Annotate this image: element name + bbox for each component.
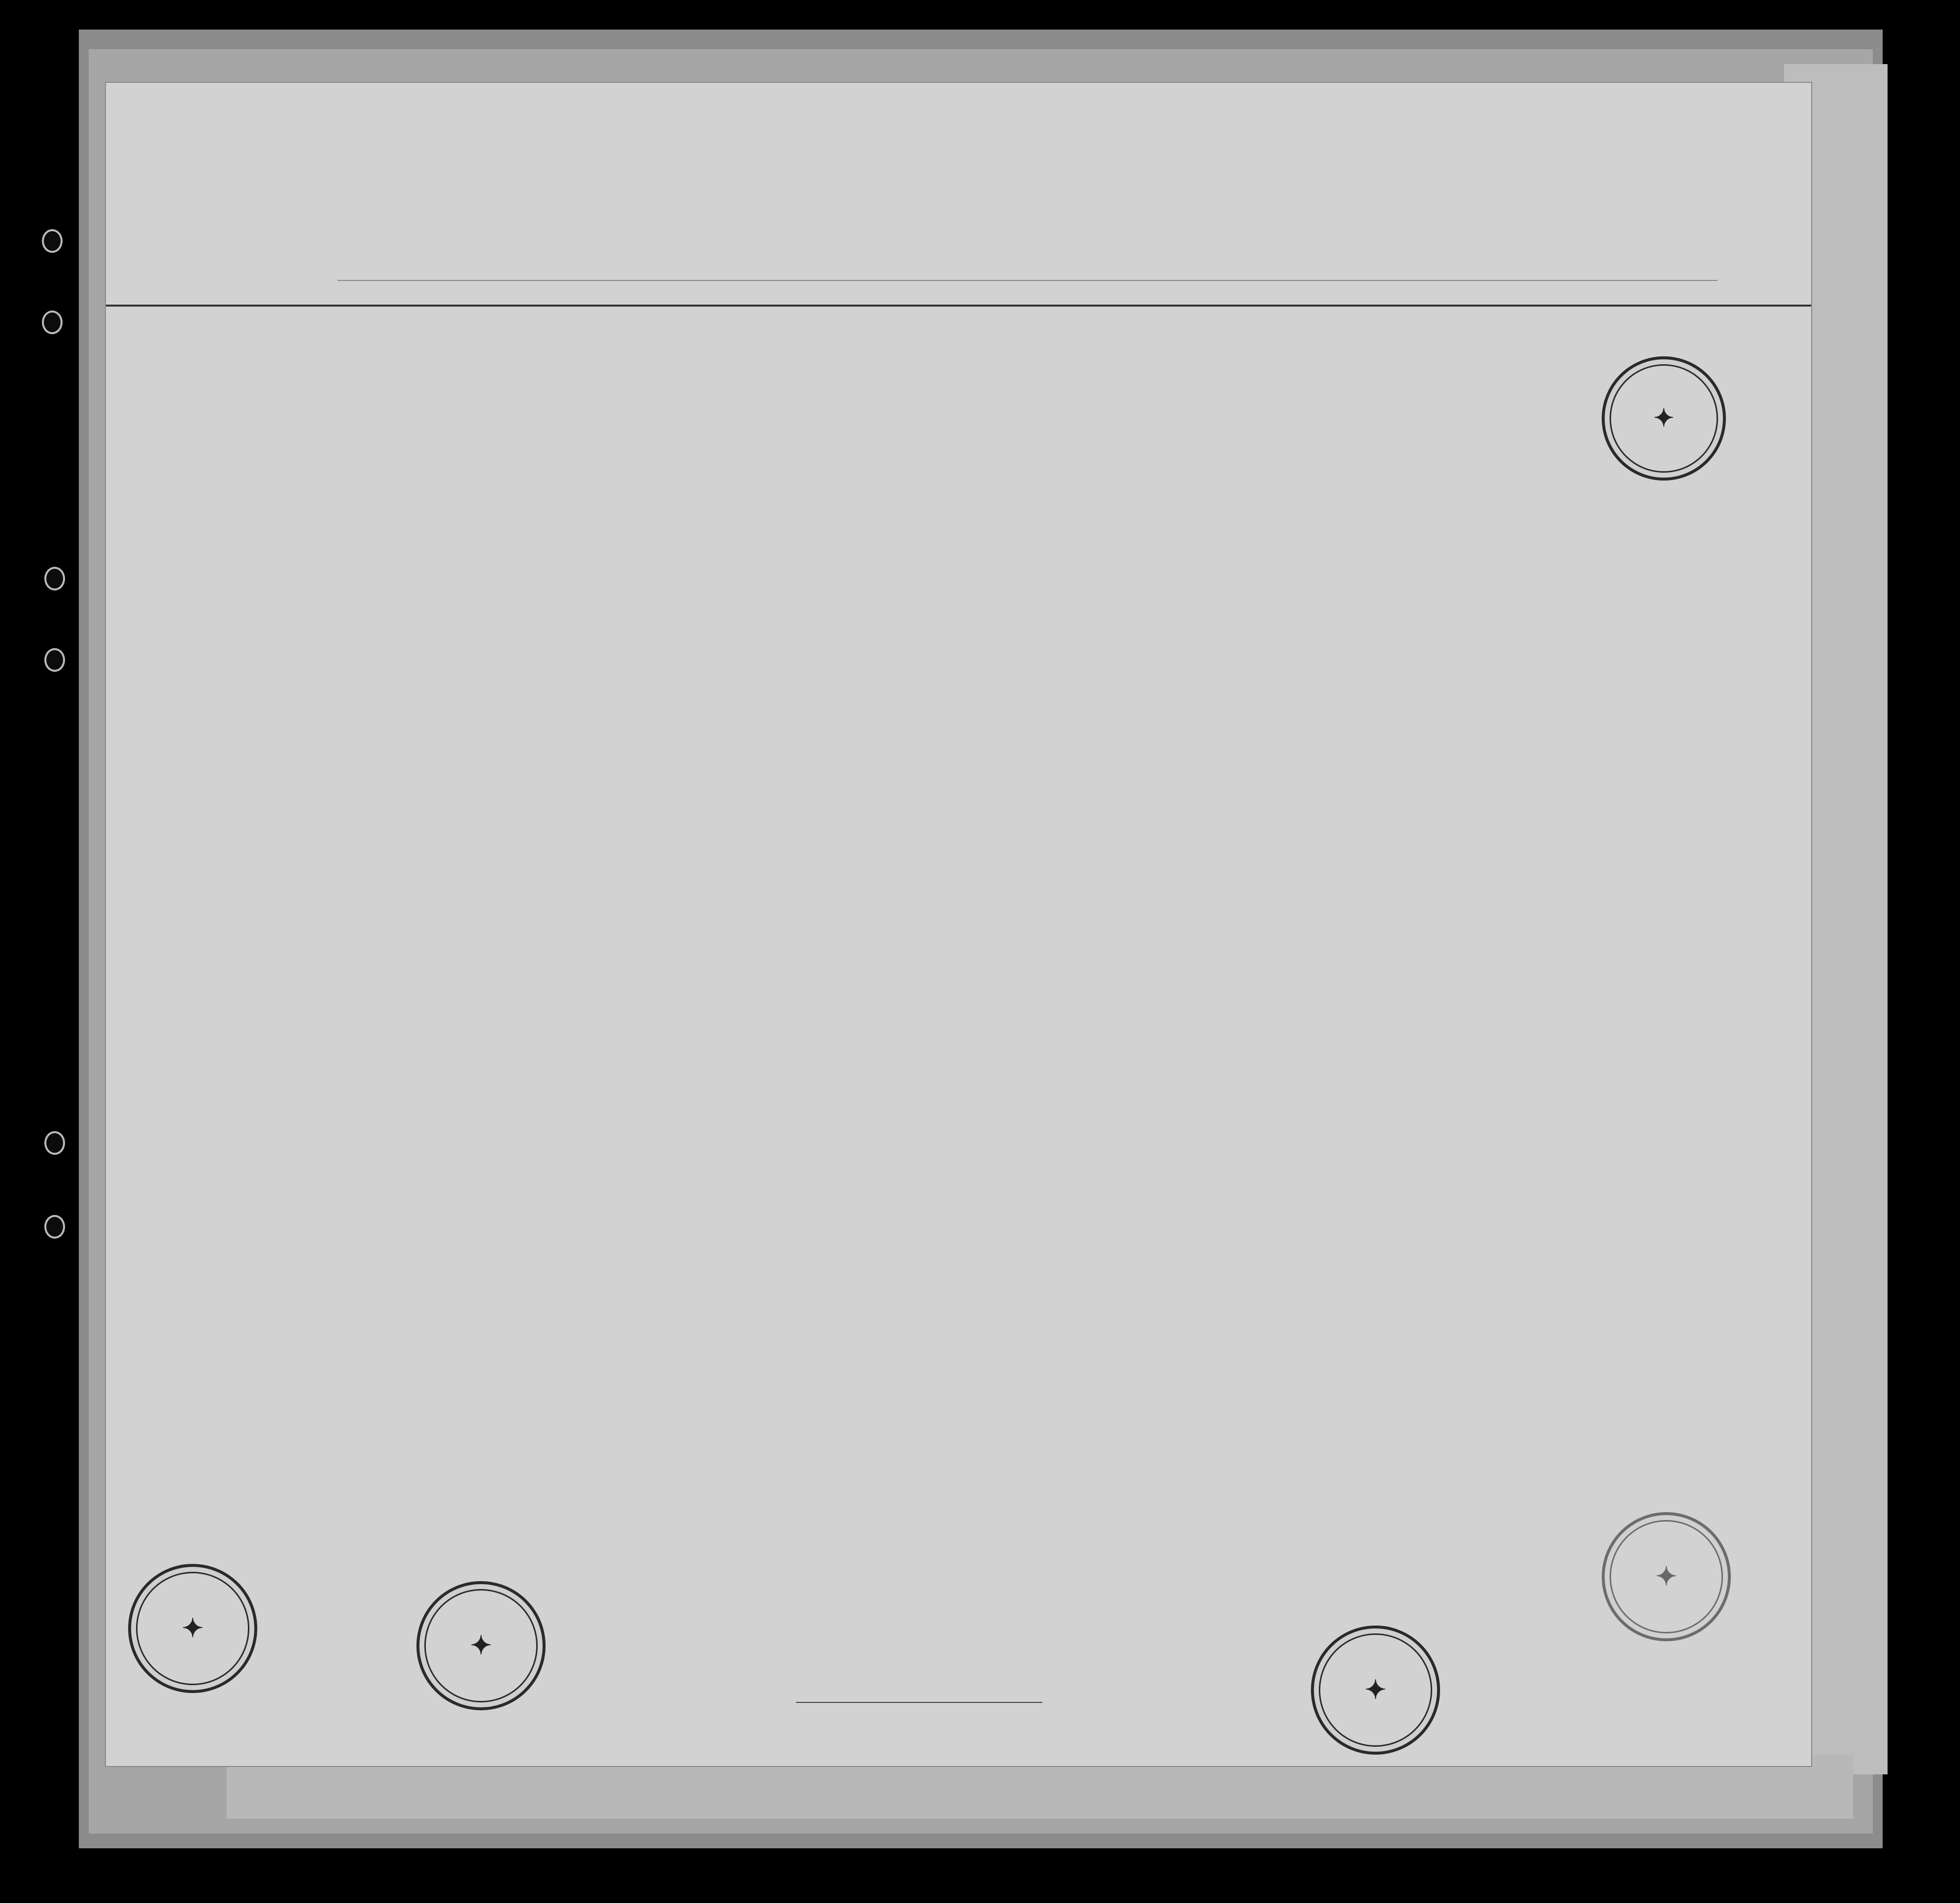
eagle-icon: ✦ — [1655, 1562, 1677, 1591]
manifest-sheet — [106, 83, 1811, 1766]
consulate-stamp — [416, 1581, 546, 1710]
eagle-icon: ✦ — [1365, 1676, 1386, 1704]
crew-table — [106, 305, 1811, 1675]
punch-hole — [44, 1215, 65, 1239]
consulate-stamp — [1602, 1512, 1731, 1641]
eagle-icon: ✦ — [470, 1631, 492, 1660]
punch-hole — [44, 1131, 65, 1155]
consulate-stamp — [1311, 1626, 1440, 1755]
sheet-no — [1607, 138, 1616, 174]
inspector-signature-line — [796, 1702, 1042, 1703]
eagle-icon: ✦ — [1653, 404, 1674, 432]
punch-hole — [42, 311, 63, 334]
consulate-stamp — [1602, 356, 1726, 481]
punch-hole — [44, 648, 65, 672]
vessel-underline — [338, 280, 1718, 281]
table-top-border — [106, 305, 1811, 307]
voyage-line — [106, 256, 1811, 286]
consulate-stamp — [128, 1564, 257, 1693]
punch-hole — [42, 229, 63, 253]
subtitle — [313, 197, 1609, 219]
punch-hole — [44, 567, 65, 590]
eagle-icon: ✦ — [182, 1614, 204, 1643]
